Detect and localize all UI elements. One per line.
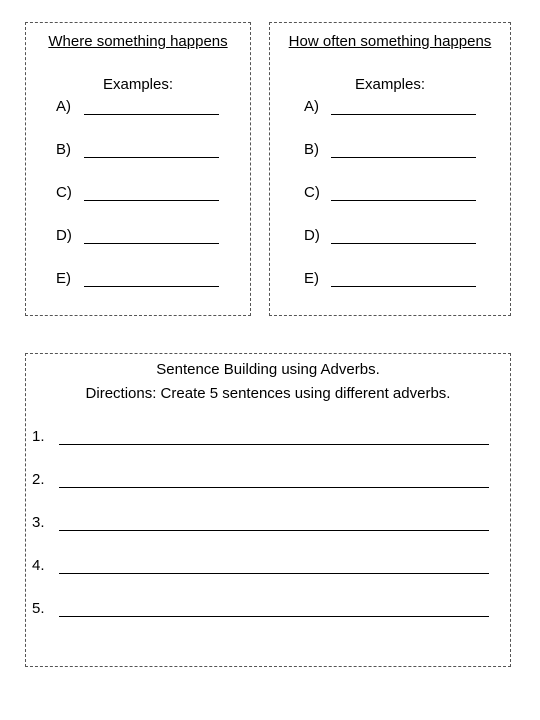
sentence-number: 1.: [32, 428, 45, 445]
example-letter: E): [304, 270, 319, 287]
sentence-building-title: Sentence Building using Adverbs.: [156, 361, 380, 378]
example-blank[interactable]: [84, 157, 219, 158]
how-often-box: [269, 22, 511, 316]
example-blank[interactable]: [84, 243, 219, 244]
example-letter: C): [304, 184, 320, 201]
example-blank[interactable]: [331, 200, 476, 201]
example-row-d: [26, 226, 250, 248]
example-row-c: [270, 183, 510, 205]
examples-label: Examples:: [102, 76, 174, 93]
sentence-number: 3.: [32, 514, 45, 531]
sentence-row-4: [26, 556, 510, 578]
example-blank[interactable]: [84, 200, 219, 201]
example-letter: E): [56, 270, 71, 287]
where-box: [25, 22, 251, 316]
sentence-line[interactable]: [59, 530, 489, 531]
example-letter: A): [56, 98, 71, 115]
example-letter: B): [56, 141, 71, 158]
example-row-a: [270, 97, 510, 119]
example-row-b: [270, 140, 510, 162]
example-blank[interactable]: [84, 286, 219, 287]
sentence-row-1: [26, 427, 510, 449]
where-title: Where something happens: [48, 33, 228, 50]
example-row-b: [26, 140, 250, 162]
sentence-line[interactable]: [59, 444, 489, 445]
sentence-row-5: [26, 599, 510, 621]
example-row-a: [26, 97, 250, 119]
how-often-title: How often something happens: [288, 33, 492, 50]
example-row-e: [26, 269, 250, 291]
sentence-line[interactable]: [59, 487, 489, 488]
example-letter: A): [304, 98, 319, 115]
example-blank[interactable]: [331, 114, 476, 115]
sentence-row-2: [26, 470, 510, 492]
example-blank[interactable]: [331, 286, 476, 287]
examples-label: Examples:: [354, 76, 426, 93]
example-letter: D): [304, 227, 320, 244]
sentence-building-box: [25, 353, 511, 667]
example-blank[interactable]: [331, 157, 476, 158]
sentence-number: 5.: [32, 600, 45, 617]
directions-text: Directions: Create 5 sentences using different adverbs.: [85, 385, 451, 402]
sentence-number: 2.: [32, 471, 45, 488]
example-letter: B): [304, 141, 319, 158]
sentence-number: 4.: [32, 557, 45, 574]
example-row-c: [26, 183, 250, 205]
sentence-row-3: [26, 513, 510, 535]
example-letter: C): [56, 184, 72, 201]
example-blank[interactable]: [331, 243, 476, 244]
example-letter: D): [56, 227, 72, 244]
example-row-d: [270, 226, 510, 248]
sentence-line[interactable]: [59, 573, 489, 574]
sentence-line[interactable]: [59, 616, 489, 617]
example-blank[interactable]: [84, 114, 219, 115]
example-row-e: [270, 269, 510, 291]
